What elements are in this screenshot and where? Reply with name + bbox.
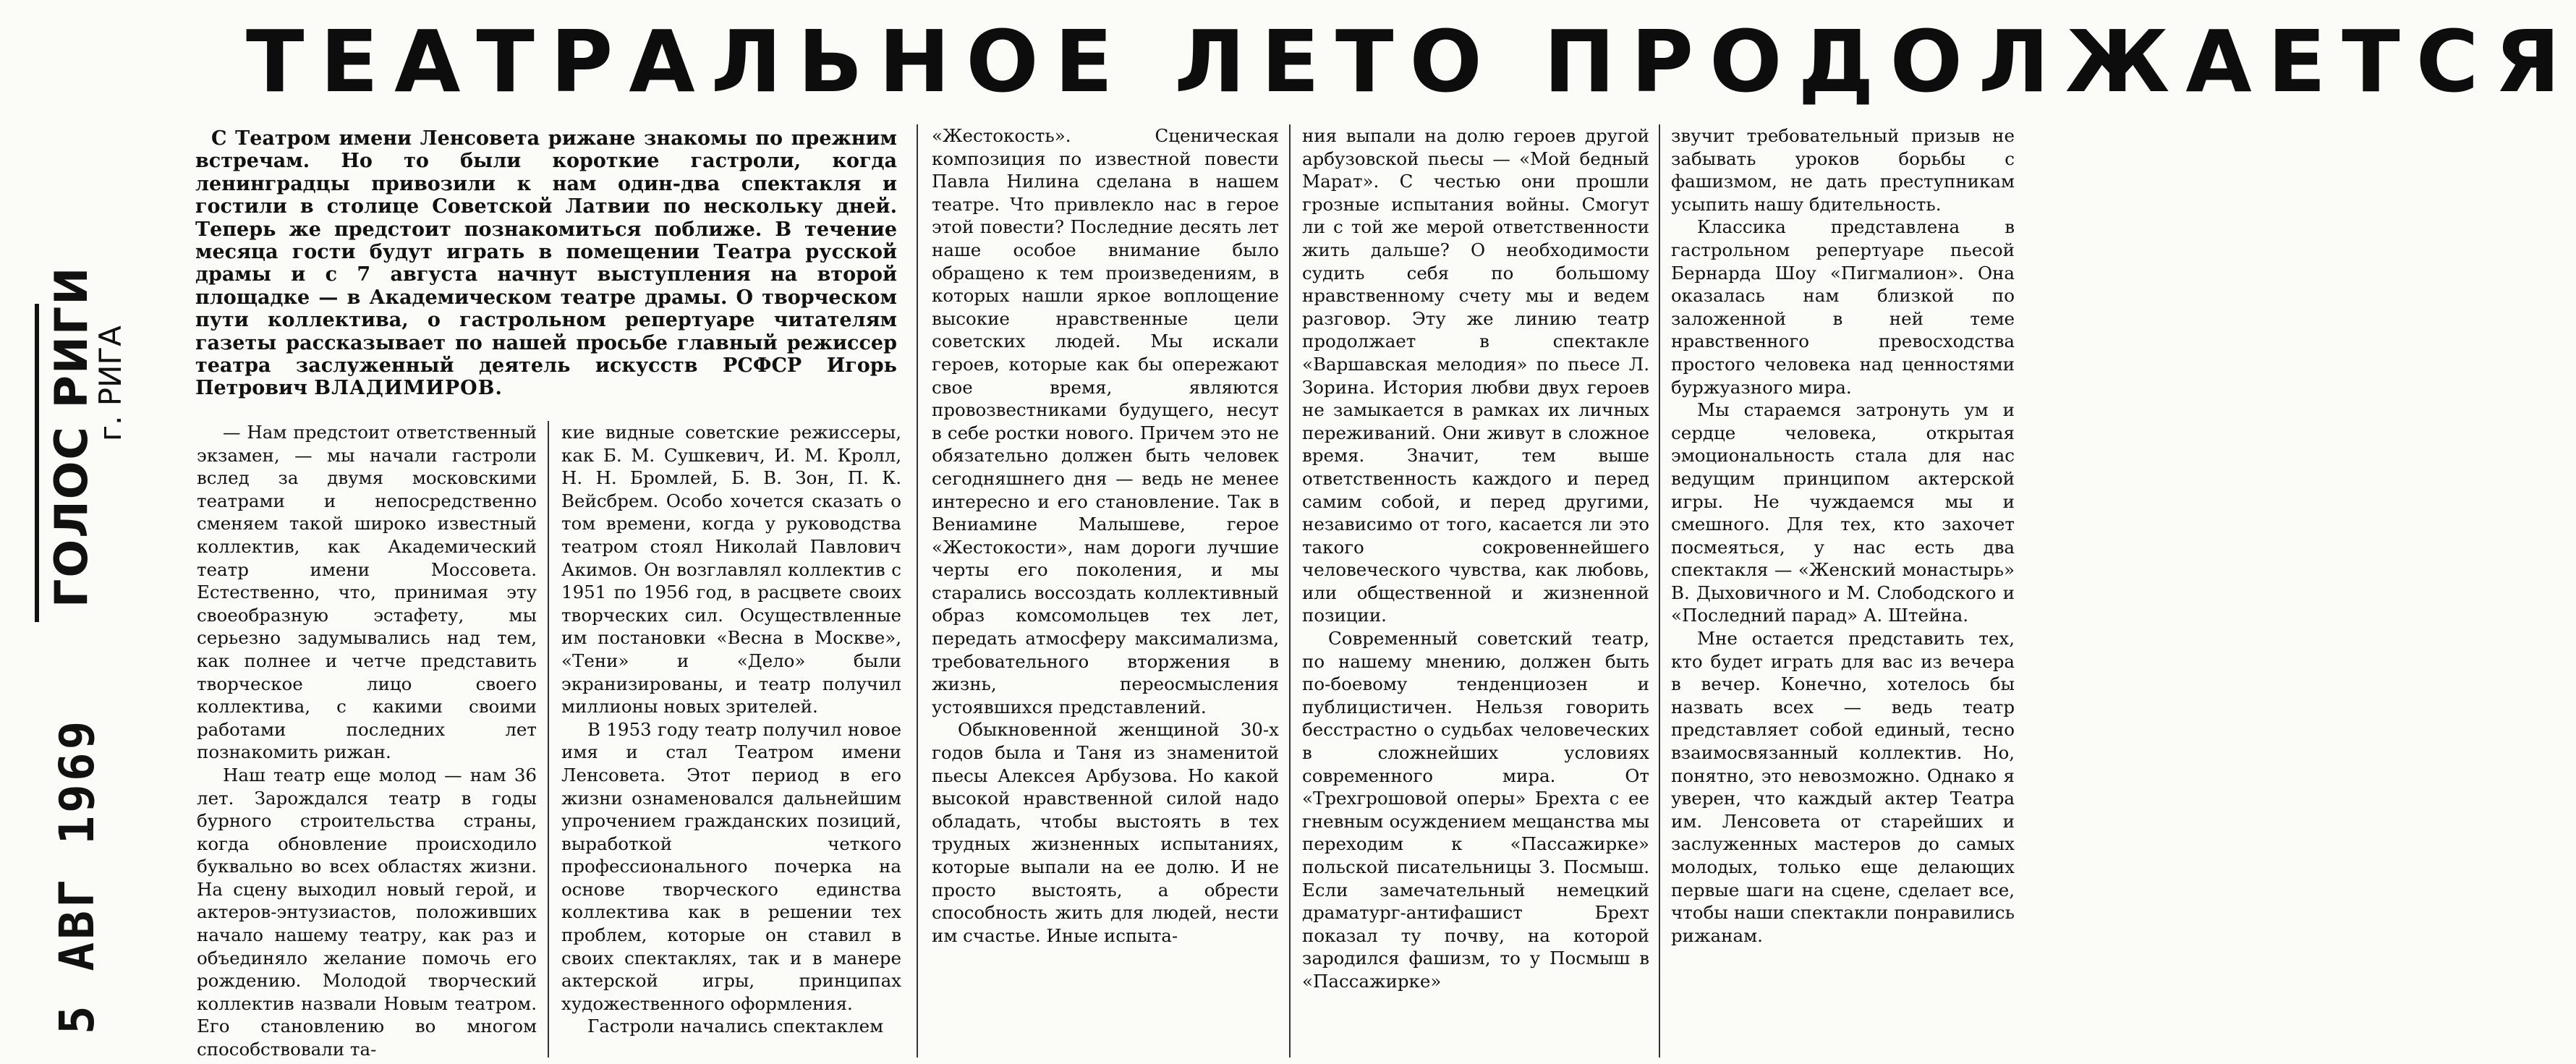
paragraph: — Нам предстоит ответственный экзамен, — мы начали гастроли вслед за двумя московскими театрами и непосредственно сменяем такой широко известный коллектив, как Академический театр имени Моссовета. Естественно, что, принимая эту своеобразную эстафету, мы серьезно задумывались над тем, как полнее и четче представить творческое лицо своего коллектива, с какими своими работами последних лет познакомить рижан. — [197, 422, 537, 763]
paragraph: В 1953 году театр получил новое имя и стал Театром имени Ленсовета. Этот период в его жизни ознаменовался дальнейшим упрочением гражданских позиций, выработкой четкого профессионального почерка на основе творческого единства коллектива как в решении тех проблем, которые он ставил в своих спектаклях, так и в манере актерской игры, принципах художественного оформления. — [561, 718, 901, 1014]
paragraph: Мы стараемся затронуть ум и сердце человека, открытая эмоциональность стала для нас ведущим принципом актерской игры. Не чуждаемся мы и смешного. Для тех, кто захочет посмеяться, у нас есть два спектакля — «Женский монастырь» В. Дыховичного и М. Слободского и «Последний парад» А. Штейна. — [1671, 399, 2015, 626]
newspaper-name: ГОЛОС РИГИ — [45, 265, 98, 608]
archive-stamp — [7, 145, 130, 1063]
column-divider — [1659, 124, 1660, 1057]
paragraph: звучит требовательный призыв не забывать уроков борьбы с фашизмом, не дать преступникам усыпить нашу бдительность. — [1671, 125, 2015, 215]
column-divider — [548, 421, 549, 1057]
column-divider — [1289, 124, 1291, 1057]
article-column-4 — [1302, 124, 1649, 1057]
article-column-5 — [1671, 124, 2015, 1057]
stamp-underline — [35, 304, 39, 622]
author-name: ВЛАДИМИРОВ. — [314, 377, 503, 400]
lead-paragraph — [195, 127, 897, 402]
paragraph: Мне остается представить тех, кто будет играть для вас из вечера в вечер. Конечно, хотелось бы назвать всех — ведь театр представляет собой единый, тесно взаимосвязанный коллектив. Но, понятно, это невозможно. Однако я уверен, что каждый актер Театра им. Ленсовета от старейших и заслуженных мастеров до самых молодых, только еще делающих первые шаги на сцене, сделает все, чтобы наши спектакли понравились рижанам. — [1671, 628, 2015, 946]
headline: ТЕАТРАЛЬНОЕ ЛЕТО ПРОДОЛЖАЕТСЯ — [246, 12, 2576, 111]
paragraph: Современный советский театр, по нашему мнению, должен быть по-боевому тенденциозен и публицистичен. Нельзя говорить бесстрастно о судьбах человеческих в сложнейших условиях современного мира. От «Трехгрошовой оперы» Брехта с ее гневным осуждением мещанства мы переходим к «Пассажирке» польской писательницы З. Посмыш. Если замечательный немецкий драматург-антифашист Брехт показал ту почву, на которой зародился фашизм, то у Посмыш в «Пассажирке» — [1302, 628, 1649, 992]
article-column-1 — [197, 421, 537, 1060]
paragraph: кие видные советские режиссеры, как Б. М. Сушкевич, И. М. Кролл, Н. Н. Бромлей, Б. В. Зон, П. К. Вейсбрем. Особо хочется сказать о том времени, когда у руководства театром стоял Николай Павлович Акимов. Он возглавлял коллектив с 1951 по 1956 год, в расцвете своих творческих сил. Осуществленные им постановки «Весна в Москве», «Тени» и «Дело» были экранизированы, и театр получил миллионы новых зрителей. — [561, 422, 901, 718]
paragraph: Обыкновенной женщиной 30-х годов была и Таня из знаменитой пьесы Алексея Арбузова. Но какой высокой нравственной силой надо обладать, чтобы выстоять в тех трудных жизненных испытаниях, которые выпали на ее долю. И не просто выстоять, а обрести способность жить для людей, нести им счастье. Иные испыта- — [932, 719, 1279, 946]
paragraph: «Жестокость». Сценическая композиция по известной повести Павла Нилина сделана в нашем театре. Что привлекло нас в герое этой повести? Последние десять лет наше особое внимание было обращено к тем произведениям, в которых нашли яркое воплощение высокие нравственные цели советских людей. Мы искали героев, которые как бы опережают свое время, являются провозвестниками будущего, несут в себе ростки нового. Причем это не обязательно должен быть человек сегодняшнего дня — ведь не менее интересно и его становление. Так в Вениамине Малышеве, герое «Жестокости», нам дороги лучшие черты его поколения, и мы старались воссоздать коллективный образ комсомольцев тех лет, передать атмосферу максимализма, требовательного вторжения в жизнь, переосмысления устоявшихся представлений. — [932, 125, 1279, 718]
paragraph: Гастроли начались спектаклем — [587, 1016, 884, 1037]
column-divider — [917, 124, 918, 1057]
stamp-city: г. РИГА — [93, 325, 128, 441]
paragraph: Наш театр еще молод — нам 36 лет. Зарождался театр в годы бурного строительства страны, когда обновление происходило буквально во всех областях жизни. На сцену выходил новый герой, и актеров-энтузиастов, положивших начало нашему театру, как раз и объединяло желание помочь его рождению. Молодой творческий коллектив назвали Новым театром. Его становлению во многом способствовали та- — [197, 764, 537, 1060]
stamp-date: 5 АВГ 1969 — [49, 718, 105, 1034]
paragraph: ния выпали на долю героев другой арбузовской пьесы — «Мой бедный Марат». С честью они прошли грозные испытания войны. Смогут ли с той же мерой ответственности жить дальше? О необходимости судить себя по большому нравственному счету мы и ведем разговор. Эту же линию театр продолжает в спектакле «Варшавская мелодия» по пьесе Л. Зорина. История любви двух героев не замыкается в рамках их личных переживаний. Они живут в сложное время. Значит, тем выше ответственность каждого и перед самим собой, и перед другими, независимо от того, касается ли это такого сокровеннейшего человеческого чувства, как любовь, или общественной и жизненной позиции. — [1302, 125, 1649, 626]
lead-text: С Театром имени Ленсовета рижане знакомы по прежним встречам. Но то были короткие гастроли, когда ленинградцы привозили к нам один-два спектакля и гостили в столице Советской Латвии по нескольку дней. Теперь же предстоит познакомиться поближе. В течение месяца гости будут играть в помещении Театра русской драмы и с 7 августа начнут выступления на второй площадке — в Академическом театре драмы. О творческом пути коллектива, о гастрольном репертуаре читателям газеты рассказывает по нашей просьбе главный режиссер театра заслуженный деятель искусств РСФСР Игорь Петрович — [195, 127, 897, 400]
article-column-2 — [561, 421, 901, 1057]
paragraph: Классика представлена в гастрольном репертуаре пьесой Бернарда Шоу «Пигмалион». Она оказалась нам близкой по заложенной в ней теме нравственного превосходства простого человека над ценностями буржуазного мира. — [1671, 216, 2015, 398]
article-column-3 — [932, 124, 1279, 1057]
